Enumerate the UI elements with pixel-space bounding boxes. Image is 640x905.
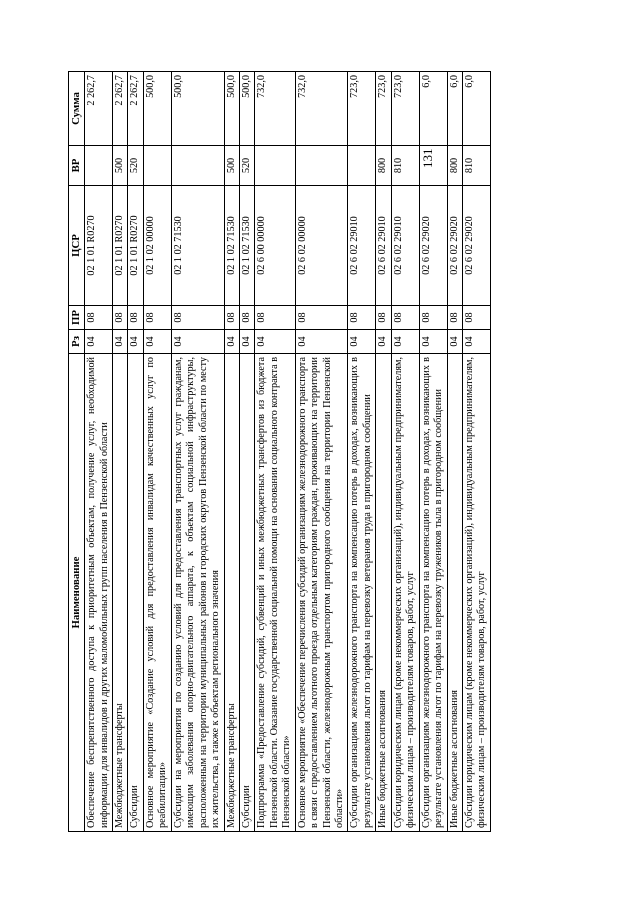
cell-vr [171,146,224,186]
cell-name: Основное мероприятие «Создание условий для предоставления инвалидам качественных услуг по реабилитации» [143,354,171,832]
cell-vr [143,146,171,186]
cell-csr: 02 1 01 R0270 [113,186,128,306]
table-row [348,72,376,832]
cell-sum: 500,0 [239,72,254,146]
cell-rz: 04 [348,330,376,354]
cell-pr: 08 [143,306,171,330]
table-row [85,72,113,832]
cell-vr [348,146,376,186]
table-row [239,72,254,832]
cell-rz: 04 [376,330,391,354]
cell-pr: 08 [113,306,128,330]
cell-rz: 04 [171,330,224,354]
cell-sum: 6,0 [419,72,447,146]
cell-sum: 723,0 [348,72,376,146]
cell-csr: 02 6 00 00000 [255,186,295,306]
cell-sum: 732,0 [295,72,348,146]
cell-rz: 04 [391,330,419,354]
cell-name: Межбюджетные трансферты [224,354,239,832]
header-pr: ПР [69,306,85,330]
budget-table [68,71,491,832]
table-row [391,72,419,832]
cell-csr: 02 6 02 29010 [376,186,391,306]
cell-rz: 04 [419,330,447,354]
cell-sum: 732,0 [255,72,295,146]
cell-sum: 6,0 [447,72,462,146]
cell-name: Субсидии юридическим лицам (кроме некоммерческих организаций), индивидуальным предпринимателям, физическим лицам – производителям товаров, работ, услуг [391,354,419,832]
table-row [128,72,143,832]
table-row [295,72,348,832]
cell-pr: 08 [348,306,376,330]
cell-pr: 08 [224,306,239,330]
header-row [69,72,85,832]
table-row [224,72,239,832]
cell-name: Субсидии на мероприятия по созданию условий для предоставления транспортных услуг гражданам, имеющим заболевания опорно-двигательного аппарата, к объектам социальной инфраструктуры, расположенным на территории муниципальных районов и городских округов Пензенской области по месту их жительства, а также к объектам регионального значения [171,354,224,832]
cell-vr [419,146,447,186]
cell-pr: 08 [255,306,295,330]
cell-sum: 2 262,7 [85,72,113,146]
cell-pr: 08 [295,306,348,330]
cell-name: Субсидии юридическим лицам (кроме некоммерческих организаций), индивидуальным предпринимателям, физическим лицам – производителям товаров, работ, услуг [462,354,490,832]
cell-pr: 08 [376,306,391,330]
cell-rz: 04 [239,330,254,354]
table-row [255,72,295,832]
cell-pr: 08 [239,306,254,330]
cell-csr: 02 6 02 29020 [447,186,462,306]
cell-name: Субсидии организациям железнодорожного транспорта на компенсацию потерь в доходах, возникающих в результате установления льгот по тарифам на перевозку тружеников тыла в пригородном сообщении [419,354,447,832]
cell-sum: 723,0 [376,72,391,146]
cell-rz: 04 [255,330,295,354]
cell-pr: 08 [391,306,419,330]
cell-sum: 723,0 [391,72,419,146]
cell-pr: 08 [128,306,143,330]
cell-csr: 02 6 02 00000 [295,186,348,306]
cell-pr: 08 [85,306,113,330]
cell-pr: 08 [462,306,490,330]
cell-csr: 02 1 02 71530 [171,186,224,306]
header-sum: Сумма [69,72,85,146]
cell-rz: 04 [85,330,113,354]
cell-csr: 02 1 02 71530 [224,186,239,306]
cell-rz: 04 [143,330,171,354]
cell-vr: 810 [391,146,419,186]
table-row [376,72,391,832]
cell-csr: 02 1 01 R0270 [85,186,113,306]
cell-vr: 500 [113,146,128,186]
cell-rz: 04 [128,330,143,354]
cell-vr: 520 [128,146,143,186]
cell-vr [85,146,113,186]
cell-csr: 02 6 02 29010 [348,186,376,306]
cell-sum: 500,0 [224,72,239,146]
cell-csr: 02 1 02 00000 [143,186,171,306]
cell-sum: 2 262,7 [128,72,143,146]
cell-name: Субсидии [239,354,254,832]
cell-name: Иные бюджетные ассигнования [447,354,462,832]
header-rz: Рз [69,330,85,354]
cell-vr [295,146,348,186]
cell-csr: 02 6 02 29020 [462,186,490,306]
cell-name: Межбюджетные трансферты [113,354,128,832]
cell-pr: 08 [171,306,224,330]
table-body [85,72,491,832]
cell-sum: 500,0 [171,72,224,146]
header-vr: ВР [69,146,85,186]
cell-pr: 08 [419,306,447,330]
table-row [447,72,462,832]
cell-vr: 800 [376,146,391,186]
cell-sum: 2 262,7 [113,72,128,146]
cell-rz: 04 [224,330,239,354]
cell-csr: 02 6 02 29010 [391,186,419,306]
cell-name: Субсидии [128,354,143,832]
header-csr: ЦСР [69,186,85,306]
header-name: Наименование [69,354,85,832]
table-row [462,72,490,832]
cell-name: Обеспечение беспрепятственного доступа к приоритетным объектам, получение услуг, необходимой информации для инвалидов и других маломобильных групп населения в Пензенской области [85,354,113,832]
cell-rz: 04 [113,330,128,354]
rotated-table-container [68,72,550,832]
cell-name: Субсидии организациям железнодорожного транспорта на компенсацию потерь в доходах, возникающих в результате установления льгот по тарифам на перевозку ветеранов труда в пригородном сообщении [348,354,376,832]
cell-rz: 04 [295,330,348,354]
page-number: 131 [420,148,435,168]
cell-pr: 08 [447,306,462,330]
cell-name: Основное мероприятие «Обеспечение перечисления субсидий организациям железнодорожного транспорта в связи с предоставлением льготного проезда отдельным категориям граждан, проживающих на территории Пензенской области, железнодорожным транспортом пригородного сообщения на территории Пензенской области» [295,354,348,832]
cell-sum: 500,0 [143,72,171,146]
cell-rz: 04 [447,330,462,354]
cell-vr: 500 [224,146,239,186]
cell-vr: 810 [462,146,490,186]
cell-name: Иные бюджетные ассигнования [376,354,391,832]
cell-sum: 6,0 [462,72,490,146]
table-row [171,72,224,832]
cell-csr: 02 1 02 71530 [239,186,254,306]
table-row [113,72,128,832]
cell-csr: 02 6 02 29020 [419,186,447,306]
cell-vr [255,146,295,186]
table-row [143,72,171,832]
cell-vr: 520 [239,146,254,186]
cell-csr: 02 1 01 R0270 [128,186,143,306]
cell-name: Подпрограмма «Предоставление субсидий, субвенций и иных межбюджетных трансфертов из бюджета Пензенской области. Оказание государственной социальной помощи на основании социального контракта в Пензенской области» [255,354,295,832]
table-row [419,72,447,832]
cell-vr: 800 [447,146,462,186]
cell-rz: 04 [462,330,490,354]
